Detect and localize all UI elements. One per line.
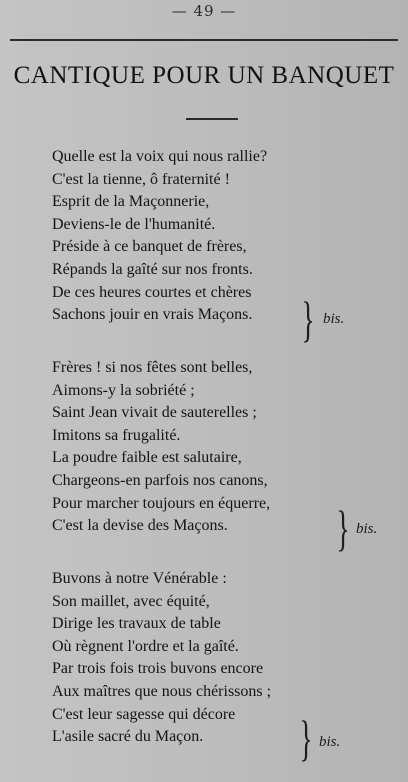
- verse-line: La poudre faible est salutaire,: [52, 449, 242, 467]
- verse-line: Aux maîtres que nous chérissons ;: [52, 682, 272, 700]
- verse-line: L'asile sacré du Maçon.: [52, 728, 204, 746]
- verse-line: De ces heures courtes et chères: [52, 283, 252, 301]
- verse-line: Saint Jean vivait de sauterelles ;: [52, 404, 257, 422]
- title-rule: [186, 118, 238, 120]
- poem-title: CANTIQUE POUR UN BANQUET: [13, 62, 395, 89]
- verse-line: Préside à ce banquet de frères,: [52, 238, 247, 256]
- refrain-mark: bis.: [356, 521, 378, 537]
- verse-line: Frères ! si nos fêtes sont belles,: [52, 359, 253, 376]
- verse-line: Imitons sa frugalité.: [52, 426, 181, 444]
- verse-line: Pour marcher toujours en équerre,: [52, 494, 271, 512]
- verse-line: C'est leur sagesse qui décore: [52, 705, 236, 723]
- verse-line: Esprit de la Maçonnerie,: [52, 193, 210, 211]
- verse-line: Aimons-y la sobriété ;: [52, 381, 195, 399]
- verse-line: Chargeons-en parfois nos canons,: [52, 471, 268, 489]
- header-rule: [10, 39, 398, 41]
- verse-line: C'est la tienne, ô fraternité !: [52, 170, 230, 188]
- verse-line: Dirige les travaux de table: [52, 615, 221, 633]
- refrain-brace: }: [301, 291, 315, 347]
- refrain-mark: bis.: [319, 734, 341, 750]
- page-number: — 49 —: [171, 2, 237, 20]
- verse-line: Répands la gaîté sur nos fronts.: [52, 260, 253, 278]
- verse-line: Son maillet, avec équité,: [52, 592, 210, 610]
- verse-line: Par trois fois trois buvons encore: [52, 660, 264, 678]
- verse-line: Deviens-le de l'humanité.: [52, 215, 216, 233]
- verse-line: Quelle est la voix qui nous rallie?: [52, 148, 268, 165]
- verse-line: Où règnent l'ordre et la gaîté.: [52, 637, 239, 655]
- refrain-mark: bis.: [323, 311, 345, 327]
- verse-line: C'est la devise des Maçons.: [52, 517, 228, 535]
- verse-line: Sachons jouir en vrais Maçons.: [52, 306, 253, 324]
- refrain-brace: }: [336, 500, 350, 556]
- stanza-2: [52, 357, 352, 538]
- refrain-brace: }: [299, 710, 313, 766]
- verse-line: Buvons à notre Vénérable :: [52, 570, 227, 587]
